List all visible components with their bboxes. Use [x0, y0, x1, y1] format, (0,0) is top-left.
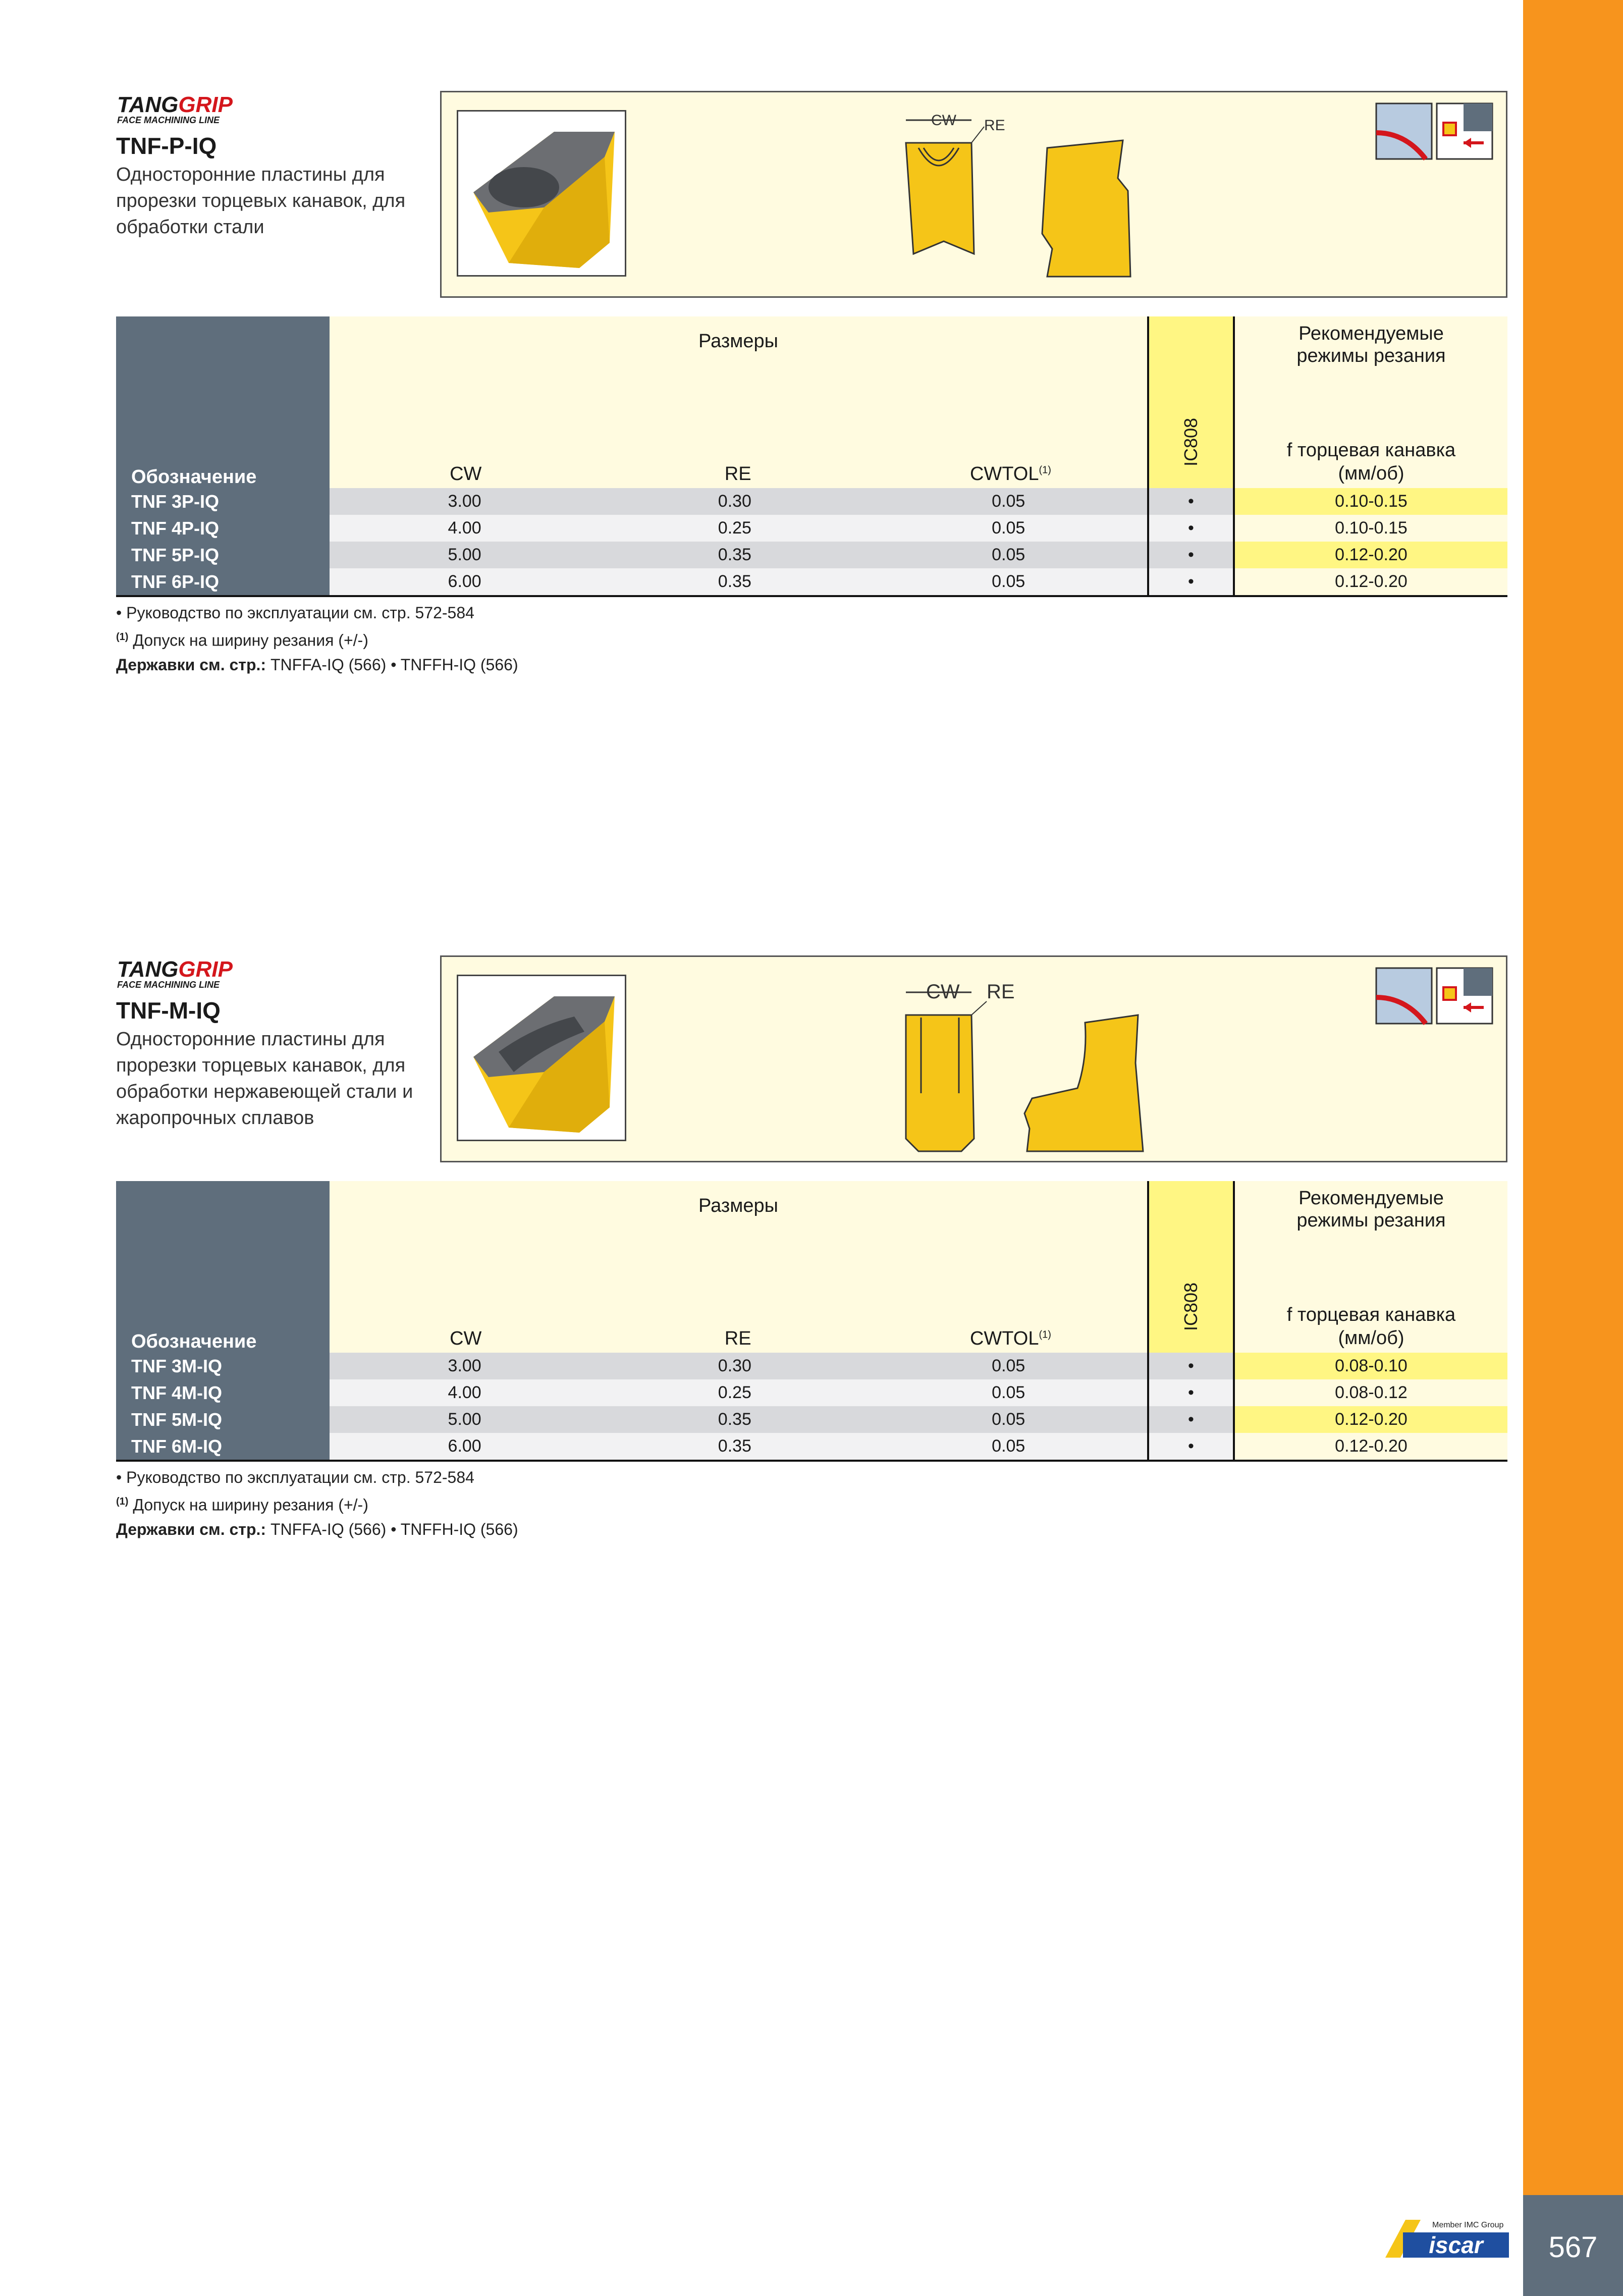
- side-tab: [1523, 0, 1623, 2195]
- col-cwtol: CWTOL$^{(1)}$: [969, 1328, 1051, 1349]
- col-cw: CW: [450, 1328, 482, 1349]
- page-number-box: [1523, 2195, 1623, 2296]
- col-group-dimensions: Размеры CW RE CWTOL$^{(1)}$: [330, 1181, 1148, 1353]
- product-image-box: [440, 91, 1507, 298]
- tanggrip-logo: [116, 955, 283, 991]
- table-notes: • Руководство по эксплуатации см. стр. 572-584 $^{(1)}$ Допуск на ширину резания (+/-) Державки см. стр.: TNFFA-IQ (566) • TNFFH-IQ (566): [116, 604, 518, 674]
- table-row: TNF 6P-IQ 6.00 0.35 0.05 • 0.12-0.20: [116, 568, 1507, 596]
- svg-text:FACE MACHINING LINE: FACE MACHINING LINE: [117, 115, 220, 125]
- tanggrip-logo: [116, 91, 283, 126]
- col-feed: f торцевая канавка (мм/об): [1286, 1304, 1456, 1349]
- col-ic808: IC808: [1148, 316, 1234, 488]
- table-notes: • Руководство по эксплуатации см. стр. 572-584 $^{(1)}$ Допуск на ширину резания (+/-) Державки см. стр.: TNFFA-IQ (566) • TNFFH-IQ (566): [116, 1468, 518, 1538]
- col-group-cutting: Рекомендуемые режимы резания f торцевая канавка (мм/об): [1234, 316, 1507, 488]
- application-icons: [1375, 102, 1496, 168]
- svg-text:TANGGRIP: TANGGRIP: [117, 957, 233, 982]
- col-re: RE: [724, 1328, 751, 1349]
- product-description: Односторонние пластины для прорезки торцевых канавок, для обработки стали: [116, 164, 406, 238]
- product-image-box: [440, 955, 1507, 1162]
- iscar-logo: [1385, 2210, 1511, 2265]
- svg-text:CW: CW: [926, 981, 960, 1003]
- col-group-cutting: Рекомендуемые режимы резания f торцевая канавка (мм/об): [1234, 1181, 1507, 1353]
- spec-table: [116, 316, 1507, 597]
- col-group-dimensions: Размеры CW RE CWTOL$^{(1)}$: [330, 316, 1148, 488]
- dimension-drawing: [896, 967, 1158, 1159]
- insert-photo: [457, 110, 626, 277]
- table-row: TNF 3P-IQ 3.00 0.30 0.05 • 0.10-0.15: [116, 488, 1507, 515]
- table-row: TNF 4M-IQ 4.00 0.25 0.05 • 0.08-0.12: [116, 1379, 1507, 1406]
- col-cwtol: CWTOL$^{(1)}$: [969, 463, 1051, 485]
- table-row: TNF 6M-IQ 6.00 0.35 0.05 • 0.12-0.20: [116, 1433, 1507, 1461]
- table-row: TNF 3M-IQ 3.00 0.30 0.05 • 0.08-0.10: [116, 1353, 1507, 1379]
- product-code: TNF-M-IQ: [116, 997, 221, 1024]
- table-row: TNF 5P-IQ 5.00 0.35 0.05 • 0.12-0.20: [116, 542, 1507, 568]
- dimension-drawing: [896, 102, 1158, 294]
- svg-text:TANGGRIP: TANGGRIP: [117, 92, 233, 117]
- col-cw: CW: [450, 463, 482, 485]
- page-number: 567: [1548, 2231, 1598, 2264]
- logo-tagline: Member IMC Group: [1432, 2221, 1504, 2229]
- col-ic808: IC808: [1148, 1181, 1234, 1353]
- table-row: TNF 5M-IQ 5.00 0.35 0.05 • 0.12-0.20: [116, 1406, 1507, 1433]
- table-row: TNF 4P-IQ 4.00 0.25 0.05 • 0.10-0.15: [116, 515, 1507, 542]
- product-code: TNF-P-IQ: [116, 133, 217, 159]
- col-designation: Обозначение: [116, 1181, 330, 1353]
- insert-photo: [457, 975, 626, 1141]
- application-icons: [1375, 967, 1496, 1033]
- col-designation: Обозначение: [116, 316, 330, 488]
- svg-text:RE: RE: [987, 981, 1015, 1003]
- col-re: RE: [724, 463, 751, 485]
- svg-text:RE: RE: [984, 117, 1005, 134]
- col-feed: f торцевая канавка (мм/об): [1286, 440, 1456, 484]
- svg-text:iscar: iscar: [1429, 2232, 1483, 2258]
- svg-text:FACE MACHINING LINE: FACE MACHINING LINE: [117, 980, 220, 990]
- spec-table: [116, 1181, 1507, 1462]
- svg-text:CW: CW: [931, 112, 956, 129]
- product-description: Односторонние пластины для прорезки торцевых канавок, для обработки нержавеющей стали и жаропрочных сплавов: [116, 1029, 413, 1129]
